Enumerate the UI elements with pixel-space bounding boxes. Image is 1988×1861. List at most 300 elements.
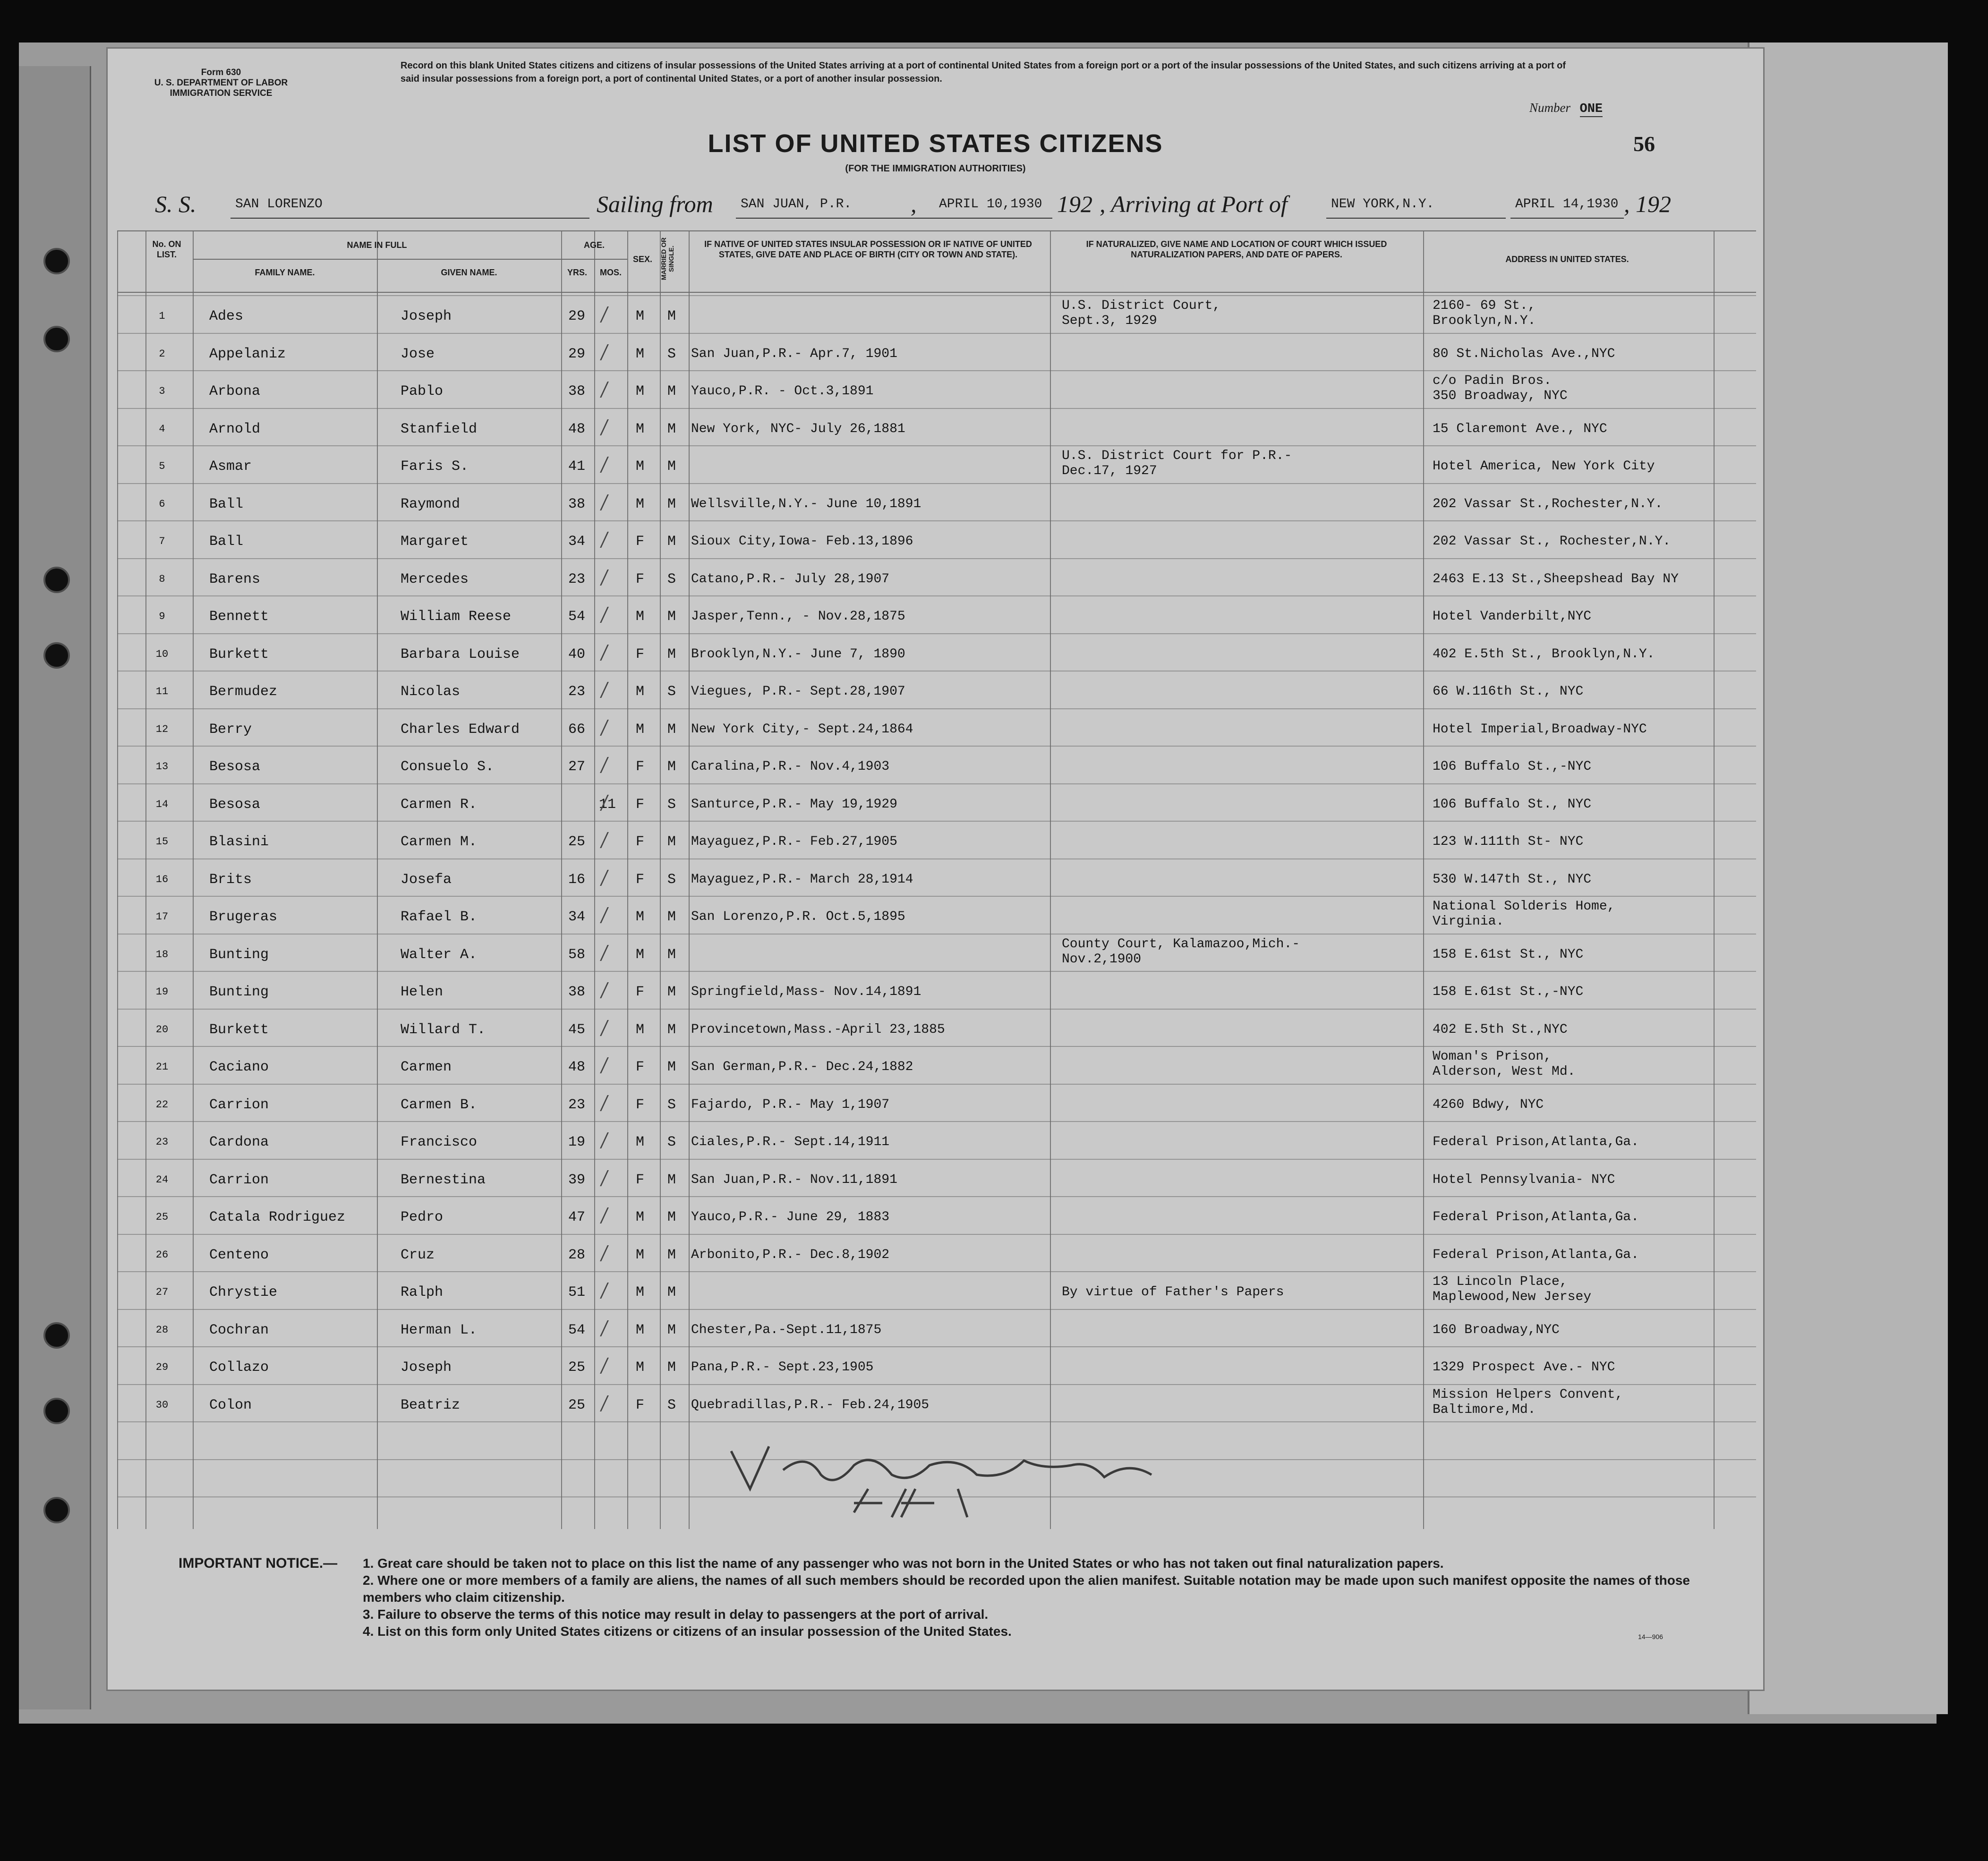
birthplace-date: San Lorenzo,P.R. Oct.5,1895 — [691, 909, 905, 924]
sex: M — [636, 308, 645, 324]
ss-label: S. S. — [155, 191, 196, 217]
given-name: Francisco — [401, 1134, 478, 1150]
marital-status: M — [667, 834, 676, 850]
age-years: 38 — [568, 383, 586, 399]
us-address-line2: Maplewood,New Jersey — [1433, 1290, 1592, 1304]
sex: M — [636, 721, 645, 738]
sex: M — [636, 1134, 645, 1150]
marital-status: S — [667, 1134, 676, 1150]
header-address: ADDRESS IN UNITED STATES. — [1505, 255, 1629, 264]
year-prefix: , 192 — [1624, 191, 1671, 217]
family-name: Ball — [209, 496, 244, 512]
notice-item: 2. Where one or more members of a family are aliens, the names of all such members should be recorded upon the alien manifest. Suitable notation may be made upon such manifest opposite the names of those members who claim citizenship. — [363, 1573, 1690, 1605]
list-number-value: ONE — [1579, 102, 1603, 116]
us-address: 1329 Prospect Ave.- NYC — [1433, 1360, 1615, 1375]
age-years: 39 — [568, 1172, 586, 1188]
row-number: 26 — [155, 1249, 169, 1261]
page-subtitle: (FOR THE IMMIGRATION AUTHORITIES) — [845, 163, 1026, 174]
row-number: 2 — [159, 348, 165, 360]
row-number: 10 — [155, 648, 169, 660]
marital-status: M — [667, 1247, 676, 1263]
binder-spine — [19, 66, 91, 1709]
check-mark-icon — [600, 1358, 619, 1374]
us-address: Hotel Vanderbilt,NYC — [1433, 609, 1592, 624]
check-mark-icon — [600, 1395, 619, 1411]
check-mark-icon — [600, 945, 619, 961]
age-years: 41 — [568, 459, 586, 475]
header-yrs: YRS. — [567, 268, 587, 277]
birthplace-date: San Juan,P.R.- Nov.11,1891 — [691, 1172, 897, 1187]
sex: M — [636, 1209, 645, 1225]
age-years: 54 — [568, 609, 586, 625]
header-name-in-full: NAME IN FULL — [347, 240, 407, 250]
us-address: 2160- 69 St., — [1433, 298, 1536, 313]
marital-status: M — [667, 946, 676, 963]
row-number: 8 — [159, 573, 165, 585]
row-number: 23 — [155, 1136, 169, 1148]
family-name: Berry — [209, 721, 252, 738]
family-name: Barens — [209, 571, 261, 587]
row-number: 12 — [155, 723, 169, 735]
row-number: 22 — [155, 1098, 169, 1111]
sex: M — [636, 609, 645, 625]
row-number: 14 — [155, 798, 169, 810]
sex: F — [636, 571, 645, 587]
given-name: Willard T. — [401, 1021, 486, 1038]
us-address: 123 W.111th St- NYC — [1433, 834, 1584, 849]
us-address: National Solderis Home, — [1433, 899, 1615, 914]
check-mark-icon — [600, 1207, 619, 1224]
binder-hole-icon — [43, 248, 70, 274]
row-number: 30 — [155, 1399, 169, 1411]
family-name: Centeno — [209, 1247, 269, 1263]
check-mark-icon — [600, 1283, 619, 1299]
row-number: 6 — [159, 498, 165, 510]
header-no: No. ON LIST. — [152, 239, 181, 259]
ship-name: SAN LORENZO — [235, 197, 323, 212]
given-name: Carmen M. — [401, 834, 478, 850]
marital-status: M — [667, 308, 676, 324]
marital-status: S — [667, 571, 676, 587]
us-address: 202 Vassar St., Rochester,N.Y. — [1433, 534, 1671, 549]
row-number: 28 — [155, 1324, 169, 1336]
sex: F — [636, 871, 645, 888]
birthplace-date: Yauco,P.R.- June 29, 1883 — [691, 1210, 890, 1224]
department-name: U. S. DEPARTMENT OF LABOR — [154, 78, 288, 88]
age-years: 16 — [568, 871, 586, 888]
row-number: 20 — [155, 1023, 169, 1036]
family-name: Bunting — [209, 984, 269, 1000]
family-name: Asmar — [209, 459, 252, 475]
check-mark-icon — [600, 720, 619, 736]
family-name: Arnold — [209, 421, 261, 437]
age-years: 25 — [568, 1360, 586, 1376]
marital-status: M — [667, 1284, 676, 1300]
us-address: 80 St.Nicholas Ave.,NYC — [1433, 346, 1615, 361]
us-address: 530 W.147th St., NYC — [1433, 872, 1592, 887]
given-name: Herman L. — [401, 1322, 478, 1338]
naturalization-court: U.S. District Court for P.R.- — [1062, 449, 1292, 463]
marital-status: S — [667, 346, 676, 362]
page-title: LIST OF UNITED STATES CITIZENS — [708, 129, 1163, 158]
given-name: Mercedes — [401, 571, 469, 587]
row-number: 13 — [155, 761, 169, 773]
family-name: Besosa — [209, 759, 261, 775]
binder-hole-icon — [43, 326, 70, 352]
age-years: 19 — [568, 1134, 586, 1150]
given-name: Pablo — [401, 383, 444, 399]
row-number: 25 — [155, 1211, 169, 1223]
sex: M — [636, 1247, 645, 1263]
marital-status: M — [667, 1322, 676, 1338]
naturalization-court: County Court, Kalamazoo,Mich.- — [1062, 936, 1300, 952]
us-address: 402 E.5th St.,NYC — [1433, 1022, 1568, 1037]
arriving-label: , Arriving at Port of — [1100, 191, 1288, 217]
given-name: Cruz — [401, 1247, 435, 1263]
family-name: Blasini — [209, 834, 269, 850]
given-name: Walter A. — [401, 946, 478, 963]
us-address: Hotel America, New York City — [1433, 459, 1655, 474]
row-number: 17 — [155, 911, 169, 923]
marital-status: M — [667, 1021, 676, 1038]
birthplace-date: Pana,P.R.- Sept.23,1905 — [691, 1360, 874, 1375]
family-name: Caciano — [209, 1059, 269, 1075]
given-name: Helen — [401, 984, 444, 1000]
age-years: 27 — [568, 759, 586, 775]
header-family-name: FAMILY NAME. — [255, 268, 315, 277]
notice-item: 4. List on this form only United States citizens or citizens of an insular possession of the United States. — [363, 1624, 1012, 1639]
age-years: 48 — [568, 421, 586, 437]
sailing-from-label: Sailing from — [597, 191, 713, 217]
check-mark-icon — [600, 832, 619, 848]
passenger-table — [117, 230, 1756, 1529]
check-mark-icon — [600, 1132, 619, 1148]
us-address: 106 Buffalo St.,-NYC — [1433, 759, 1592, 774]
given-name: Jose — [401, 346, 435, 362]
marital-status: M — [667, 759, 676, 775]
family-name: Cochran — [209, 1322, 269, 1338]
marital-status: M — [667, 1172, 676, 1188]
us-address: Hotel Pennsylvania- NYC — [1433, 1172, 1615, 1187]
birthplace-date: Springfield,Mass- Nov.14,1891 — [691, 985, 921, 999]
separator: , — [911, 191, 917, 217]
marital-status: M — [667, 383, 676, 399]
header-birthplace: IF NATIVE OF UNITED STATES INSULAR POSSESSION OR IF NATIVE OF UNITED STATES, GIVE DATE AND PLACE OF BIRTH (CITY OR TOWN AND STATE). — [704, 239, 1032, 259]
birthplace-date: Sioux City,Iowa- Feb.13,1896 — [691, 534, 913, 549]
marital-status: M — [667, 984, 676, 1000]
sex: M — [636, 421, 645, 437]
us-address-line2: Baltimore,Md. — [1433, 1402, 1536, 1417]
row-number: 24 — [155, 1173, 169, 1186]
row-number: 18 — [155, 948, 169, 960]
notice-item: 3. Failure to observe the terms of this notice may result in delay to passengers at the port of arrival. — [363, 1607, 989, 1622]
given-name: William Reese — [401, 609, 512, 625]
check-mark-icon — [600, 1095, 619, 1111]
birthplace-date: Arbonito,P.R.- Dec.8,1902 — [691, 1247, 890, 1262]
row-number: 16 — [155, 873, 169, 885]
list-number-label: Number — [1529, 101, 1570, 115]
us-address-line2: 350 Broadway, NYC — [1433, 389, 1568, 403]
age-years: 51 — [568, 1284, 586, 1300]
sex: M — [636, 684, 645, 700]
row-number: 21 — [155, 1061, 169, 1073]
family-name: Collazo — [209, 1360, 269, 1376]
us-address: Mission Helpers Convent, — [1433, 1387, 1623, 1402]
form-identifier — [136, 68, 306, 99]
check-mark-icon — [600, 494, 619, 510]
check-mark-icon — [600, 682, 619, 698]
family-name: Besosa — [209, 796, 261, 813]
family-name: Brugeras — [209, 909, 278, 925]
marital-status: S — [667, 796, 676, 813]
check-mark-icon — [600, 569, 619, 586]
age-years: 40 — [568, 646, 586, 663]
service-name: IMMIGRATION SERVICE — [170, 88, 273, 98]
given-name: Barbara Louise — [401, 646, 520, 663]
sex: M — [636, 383, 645, 399]
age-years: 25 — [568, 834, 586, 850]
header-married-or-single: MARRIED OR SINGLE. — [660, 237, 675, 280]
us-address: 15 Claremont Ave., NYC — [1433, 421, 1607, 436]
us-address-line2: Virginia. — [1433, 914, 1504, 929]
marital-status: M — [667, 421, 676, 437]
family-name: Bermudez — [209, 684, 278, 700]
marital-status: M — [667, 496, 676, 512]
arrival-port: NEW YORK,N.Y. — [1331, 197, 1434, 212]
family-name: Brits — [209, 871, 252, 888]
check-mark-icon — [600, 1170, 619, 1186]
given-name: Carmen B. — [401, 1096, 478, 1113]
header-given-name: GIVEN NAME. — [441, 268, 497, 277]
arrival-date: APRIL 14,1930 — [1515, 197, 1619, 212]
us-address: 4260 Bdwy, NYC — [1433, 1097, 1544, 1112]
us-address: 402 E.5th St., Brooklyn,N.Y. — [1433, 646, 1655, 662]
family-name: Burkett — [209, 646, 269, 663]
us-address: 13 Lincoln Place, — [1433, 1275, 1568, 1289]
age-years: 38 — [568, 496, 586, 512]
us-address-line2: Alderson, West Md. — [1433, 1064, 1576, 1079]
manifest-form — [106, 47, 1765, 1691]
check-mark-icon — [600, 1245, 619, 1261]
departure-port: SAN JUAN, P.R. — [741, 197, 852, 212]
age-years: 38 — [568, 984, 586, 1000]
sex: F — [636, 984, 645, 1000]
given-name: Rafael B. — [401, 909, 478, 925]
birthplace-date: Fajardo, P.R.- May 1,1907 — [691, 1097, 890, 1112]
us-address: Federal Prison,Atlanta,Ga. — [1433, 1247, 1639, 1262]
marital-status: M — [667, 646, 676, 663]
age-years: 29 — [568, 346, 586, 362]
birthplace-date: New York City,- Sept.24,1864 — [691, 722, 913, 737]
given-name: Faris S. — [401, 459, 469, 475]
check-mark-icon — [600, 419, 619, 435]
family-name: Arbona — [209, 383, 261, 399]
year-prefix: 192 — [1057, 191, 1092, 217]
row-number: 1 — [159, 310, 165, 322]
given-name: Nicolas — [401, 684, 461, 700]
family-name: Chrystie — [209, 1284, 278, 1300]
inspector-signature — [712, 1432, 1279, 1527]
marital-status: S — [667, 1096, 676, 1113]
age-years: 29 — [568, 308, 586, 324]
birthplace-date: Mayaguez,P.R.- March 28,1914 — [691, 872, 913, 887]
birthplace-date: Santurce,P.R.- May 19,1929 — [691, 797, 897, 812]
age-months: 11 — [599, 796, 616, 813]
sailing-date: APRIL 10,1930 — [939, 197, 1042, 212]
marital-status: S — [667, 684, 676, 700]
given-name: Stanfield — [401, 421, 478, 437]
naturalization-court: U.S. District Court, — [1062, 298, 1221, 313]
sex: F — [636, 1397, 645, 1413]
birthplace-date: Caralina,P.R.- Nov.4,1903 — [691, 759, 890, 774]
family-name: Carrion — [209, 1096, 269, 1113]
header-mos: MOS. — [599, 268, 622, 277]
marital-status: S — [667, 871, 676, 888]
given-name: Carmen R. — [401, 796, 478, 813]
family-name: Bennett — [209, 609, 269, 625]
binder-hole-icon — [43, 1322, 70, 1349]
us-address-line2: Brooklyn,N.Y. — [1433, 314, 1536, 328]
given-name: Carmen — [401, 1059, 452, 1075]
birthplace-date: Provincetown,Mass.-April 23,1885 — [691, 1022, 945, 1037]
check-mark-icon — [600, 532, 619, 548]
check-mark-icon — [600, 1320, 619, 1336]
check-mark-icon — [600, 1020, 619, 1036]
age-years: 66 — [568, 721, 586, 738]
sex: M — [636, 1021, 645, 1038]
row-number: 15 — [155, 836, 169, 848]
birthplace-date: New York, NYC- July 26,1881 — [691, 421, 905, 436]
birthplace-date: Jasper,Tenn., - Nov.28,1875 — [691, 609, 905, 624]
form-number: Form 630 — [201, 68, 241, 77]
family-name: Appelaniz — [209, 346, 286, 362]
header-naturalization: IF NATURALIZED, GIVE NAME AND LOCATION OF COURT WHICH ISSUED NATURALIZATION PAPERS, AND DATE OF PAPERS. — [1086, 239, 1387, 259]
intro-instructions: Record on this blank United States citizens and citizens of insular possessions of the United States arriving at a port of continental United States from a foreign port or a port of the insular possessions of the United States, and such citizens arriving at a port of said insular possessions from a foreign port, a port of continental United States, or a port of another insular possession. — [401, 60, 1566, 84]
check-mark-icon — [600, 870, 619, 886]
us-address: 106 Buffalo St., NYC — [1433, 797, 1592, 812]
us-address: Woman's Prison, — [1433, 1049, 1552, 1064]
us-address: c/o Padin Bros. — [1433, 374, 1552, 388]
marital-status: M — [667, 534, 676, 550]
row-number: 29 — [155, 1361, 169, 1373]
given-name: Raymond — [401, 496, 461, 512]
age-years: 45 — [568, 1021, 586, 1038]
sex: F — [636, 1096, 645, 1113]
birthplace-date: Brooklyn,N.Y.- June 7, 1890 — [691, 646, 905, 662]
row-number: 11 — [155, 686, 169, 697]
birthplace-date: Wellsville,N.Y.- June 10,1891 — [691, 496, 921, 511]
us-address: 2463 E.13 St.,Sheepshead Bay NY — [1433, 571, 1679, 586]
given-name: Consuelo S. — [401, 759, 495, 775]
given-name: Beatriz — [401, 1397, 461, 1413]
given-name: Pedro — [401, 1209, 444, 1225]
list-number — [1529, 101, 1603, 116]
us-address: 158 E.61st St.,-NYC — [1433, 985, 1584, 999]
print-code: 14—906 — [1638, 1633, 1663, 1640]
age-years: 54 — [568, 1322, 586, 1338]
row-number: 27 — [155, 1286, 169, 1298]
naturalization-court-line2: Dec.17, 1927 — [1062, 464, 1157, 478]
given-name: Charles Edward — [401, 721, 520, 738]
row-number: 5 — [159, 460, 165, 472]
sex: M — [636, 1284, 645, 1300]
voyage-line — [155, 190, 1742, 228]
birthplace-date: Viegues, P.R.- Sept.28,1907 — [691, 684, 905, 699]
row-number: 9 — [159, 611, 165, 622]
marital-status: S — [667, 1397, 676, 1413]
family-name: Catala Rodriguez — [209, 1209, 346, 1225]
us-address: 158 E.61st St., NYC — [1433, 947, 1584, 962]
sex: M — [636, 496, 645, 512]
row-number: 3 — [159, 385, 165, 397]
header-sex: SEX. — [632, 255, 653, 264]
check-mark-icon — [600, 907, 619, 923]
row-number: 7 — [159, 535, 165, 547]
birthplace-date: Quebradillas,P.R.- Feb.24,1905 — [691, 1397, 930, 1412]
sex: F — [636, 759, 645, 775]
given-name: Joseph — [401, 1360, 452, 1376]
given-name: Joseph — [401, 308, 452, 324]
birthplace-date: Yauco,P.R. - Oct.3,1891 — [691, 384, 874, 399]
age-years: 25 — [568, 1397, 586, 1413]
birthplace-date: Catano,P.R.- July 28,1907 — [691, 571, 890, 586]
marital-status: M — [667, 721, 676, 738]
binder-hole-icon — [43, 1497, 70, 1523]
sex: M — [636, 946, 645, 963]
binder-hole-icon — [43, 567, 70, 593]
sex: M — [636, 1360, 645, 1376]
sex: F — [636, 646, 645, 663]
age-years: 58 — [568, 946, 586, 963]
check-mark-icon — [600, 457, 619, 473]
birthplace-date: Ciales,P.R.- Sept.14,1911 — [691, 1135, 890, 1149]
age-years: 34 — [568, 534, 586, 550]
sex: M — [636, 909, 645, 925]
row-number: 19 — [155, 986, 169, 998]
row-number: 4 — [159, 423, 165, 435]
family-name: Ball — [209, 534, 244, 550]
birthplace-date: Chester,Pa.-Sept.11,1875 — [691, 1322, 882, 1337]
family-name: Burkett — [209, 1021, 269, 1038]
family-name: Colon — [209, 1397, 252, 1413]
age-years: 48 — [568, 1059, 586, 1075]
age-years: 47 — [568, 1209, 586, 1225]
given-name: Bernestina — [401, 1172, 486, 1188]
age-years: 34 — [568, 909, 586, 925]
given-name: Ralph — [401, 1284, 444, 1300]
us-address: Federal Prison,Atlanta,Ga. — [1433, 1135, 1639, 1149]
family-name: Cardona — [209, 1134, 269, 1150]
check-mark-icon — [600, 757, 619, 773]
check-mark-icon — [600, 982, 619, 998]
given-name: Josefa — [401, 871, 452, 888]
notice-heading: IMPORTANT NOTICE.— — [179, 1555, 338, 1571]
sex: M — [636, 459, 645, 475]
marital-status: M — [667, 909, 676, 925]
birthplace-date: San German,P.R.- Dec.24,1882 — [691, 1060, 913, 1074]
us-address: 160 Broadway,NYC — [1433, 1322, 1560, 1337]
adjacent-page — [1748, 42, 1948, 1714]
naturalization-court-line2: Nov.2,1900 — [1062, 952, 1142, 967]
us-address: 66 W.116th St., NYC — [1433, 684, 1584, 699]
age-years: 23 — [568, 571, 586, 587]
check-mark-icon — [600, 382, 619, 398]
naturalization-court-line2: Sept.3, 1929 — [1062, 314, 1157, 328]
marital-status: M — [667, 459, 676, 475]
family-name: Bunting — [209, 946, 269, 963]
check-mark-icon — [600, 607, 619, 623]
us-address: Federal Prison,Atlanta,Ga. — [1433, 1210, 1639, 1224]
